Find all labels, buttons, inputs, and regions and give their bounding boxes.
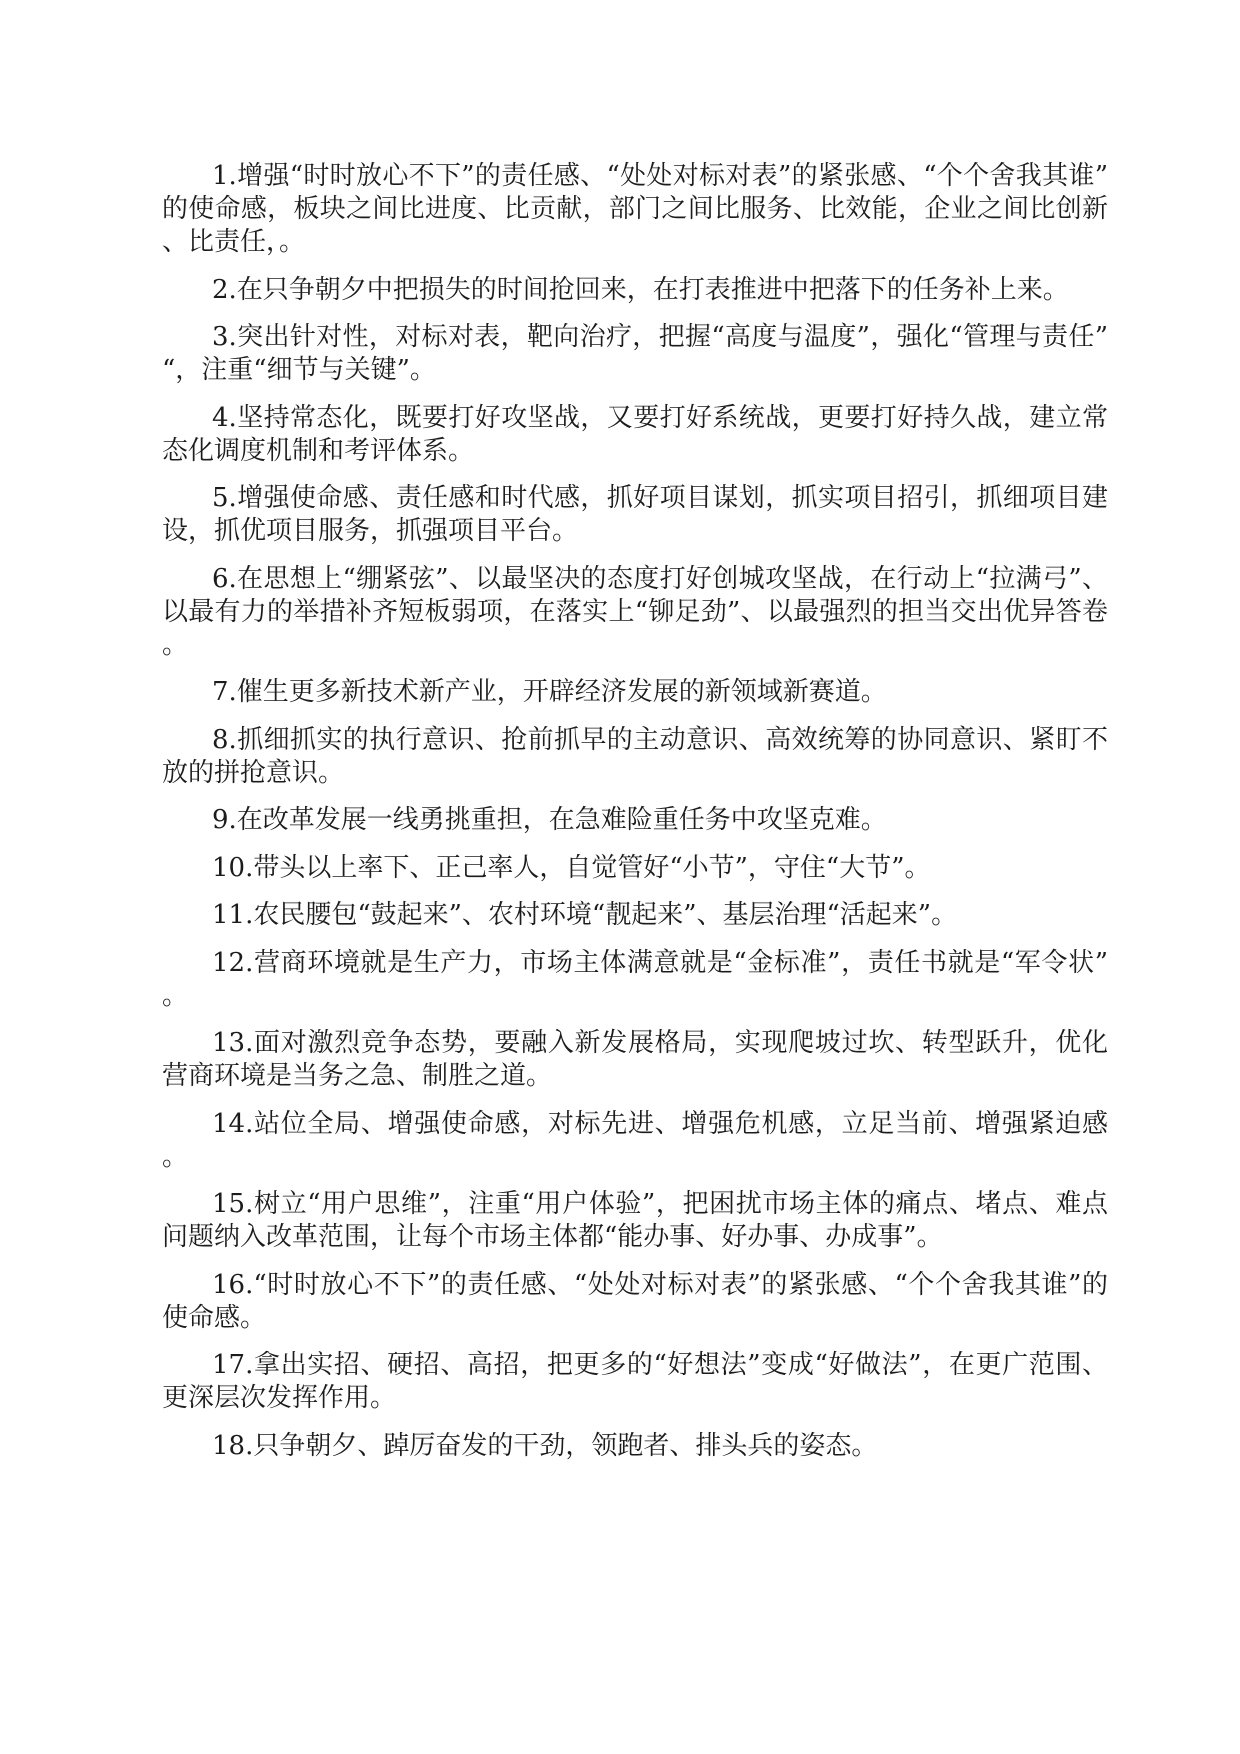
paragraph-17: 17.拿出实招、硬招、高招，把更多的“好想法”变成“好做法”，在更广范围、更深层次发挥作用。 [162, 1350, 1108, 1413]
paragraph-8: 8.抓细抓实的执行意识、抢前抓早的主动意识、高效统筹的协同意识、紧盯不放的拼抢意识。 [162, 724, 1108, 788]
paragraph-4: 4.坚持常态化，既要打好攻坚战，又要打好系统战，更要打好持久战，建立常态化调度机制和考评体系。 [162, 402, 1108, 466]
paragraph-7: 7.催生更多新技术新产业，开辟经济发展的新领域新赛道。 [212, 677, 887, 707]
paragraph-5: 5.增强使命感、责任感和时代感，抓好项目谋划，抓实项目招引，抓细项目建设，抓优项目服务，抓强项目平台。 [162, 483, 1108, 546]
paragraph-18: 18.只争朝夕、踔厉奋发的干劲，领跑者、排头兵的姿态。 [212, 1430, 878, 1461]
paragraph-9: 9.在改革发展一线勇挑重担，在急难险重任务中攻坚克难。 [212, 805, 887, 835]
paragraph-11: 11.农民腰包“鼓起来”、农村环境“靓起来”、基层治理“活起来”。 [212, 900, 958, 930]
document-body [162, 160, 1108, 1477]
paragraph-14: 14.站位全局、增强使命感，对标先进、增强危机感，立足当前、增强紧迫感。 [162, 1108, 1108, 1172]
paragraph-1: 1.增强“时时放心不下”的责任感、“处处对标对表”的紧张感、“个个舍我其谁”的使命感，板块之间比进度、比贡献，部门之间比服务、比效能，企业之间比创新、比责任，。 [162, 161, 1108, 257]
paragraph-15: 15.树立“用户思维”，注重“用户体验”，把困扰市场主体的痛点、堵点、难点问题纳入改革范围，让每个市场主体都“能办事、好办事、办成事”。 [162, 1189, 1108, 1252]
paragraph-2: 2.在只争朝夕中把损失的时间抢回来，在打表推进中把落下的任务补上来。 [212, 274, 1069, 305]
paragraph-12: 12.营商环境就是生产力，市场主体满意就是“金标准”，责任书就是“军令状”。 [162, 947, 1108, 1011]
paragraph-10: 10.带头以上率下、正己率人，自觉管好“小节”，守住“大节”。 [212, 852, 931, 883]
paragraph-3: 3.突出针对性，对标对表，靶向治疗，把握“高度与温度”，强化“管理与责任”“，注重“细节与关键”。 [162, 322, 1108, 385]
paragraph-16: 16.“时时放心不下”的责任感、“处处对标对表”的紧张感、“个个舍我其谁”的使命感。 [162, 1269, 1108, 1333]
paragraph-13: 13.面对激烈竞争态势，要融入新发展格局，实现爬坡过坎、转型跃升，优化营商环境是当务之急、制胜之道。 [162, 1028, 1108, 1091]
paragraph-6: 6.在思想上“绷紧弦”、以最坚决的态度打好创城攻坚战，在行动上“拉满弓”、以最有力的举措补齐短板弱项，在落实上“铆足劲”、以最强烈的担当交出优异答卷。 [162, 563, 1108, 660]
